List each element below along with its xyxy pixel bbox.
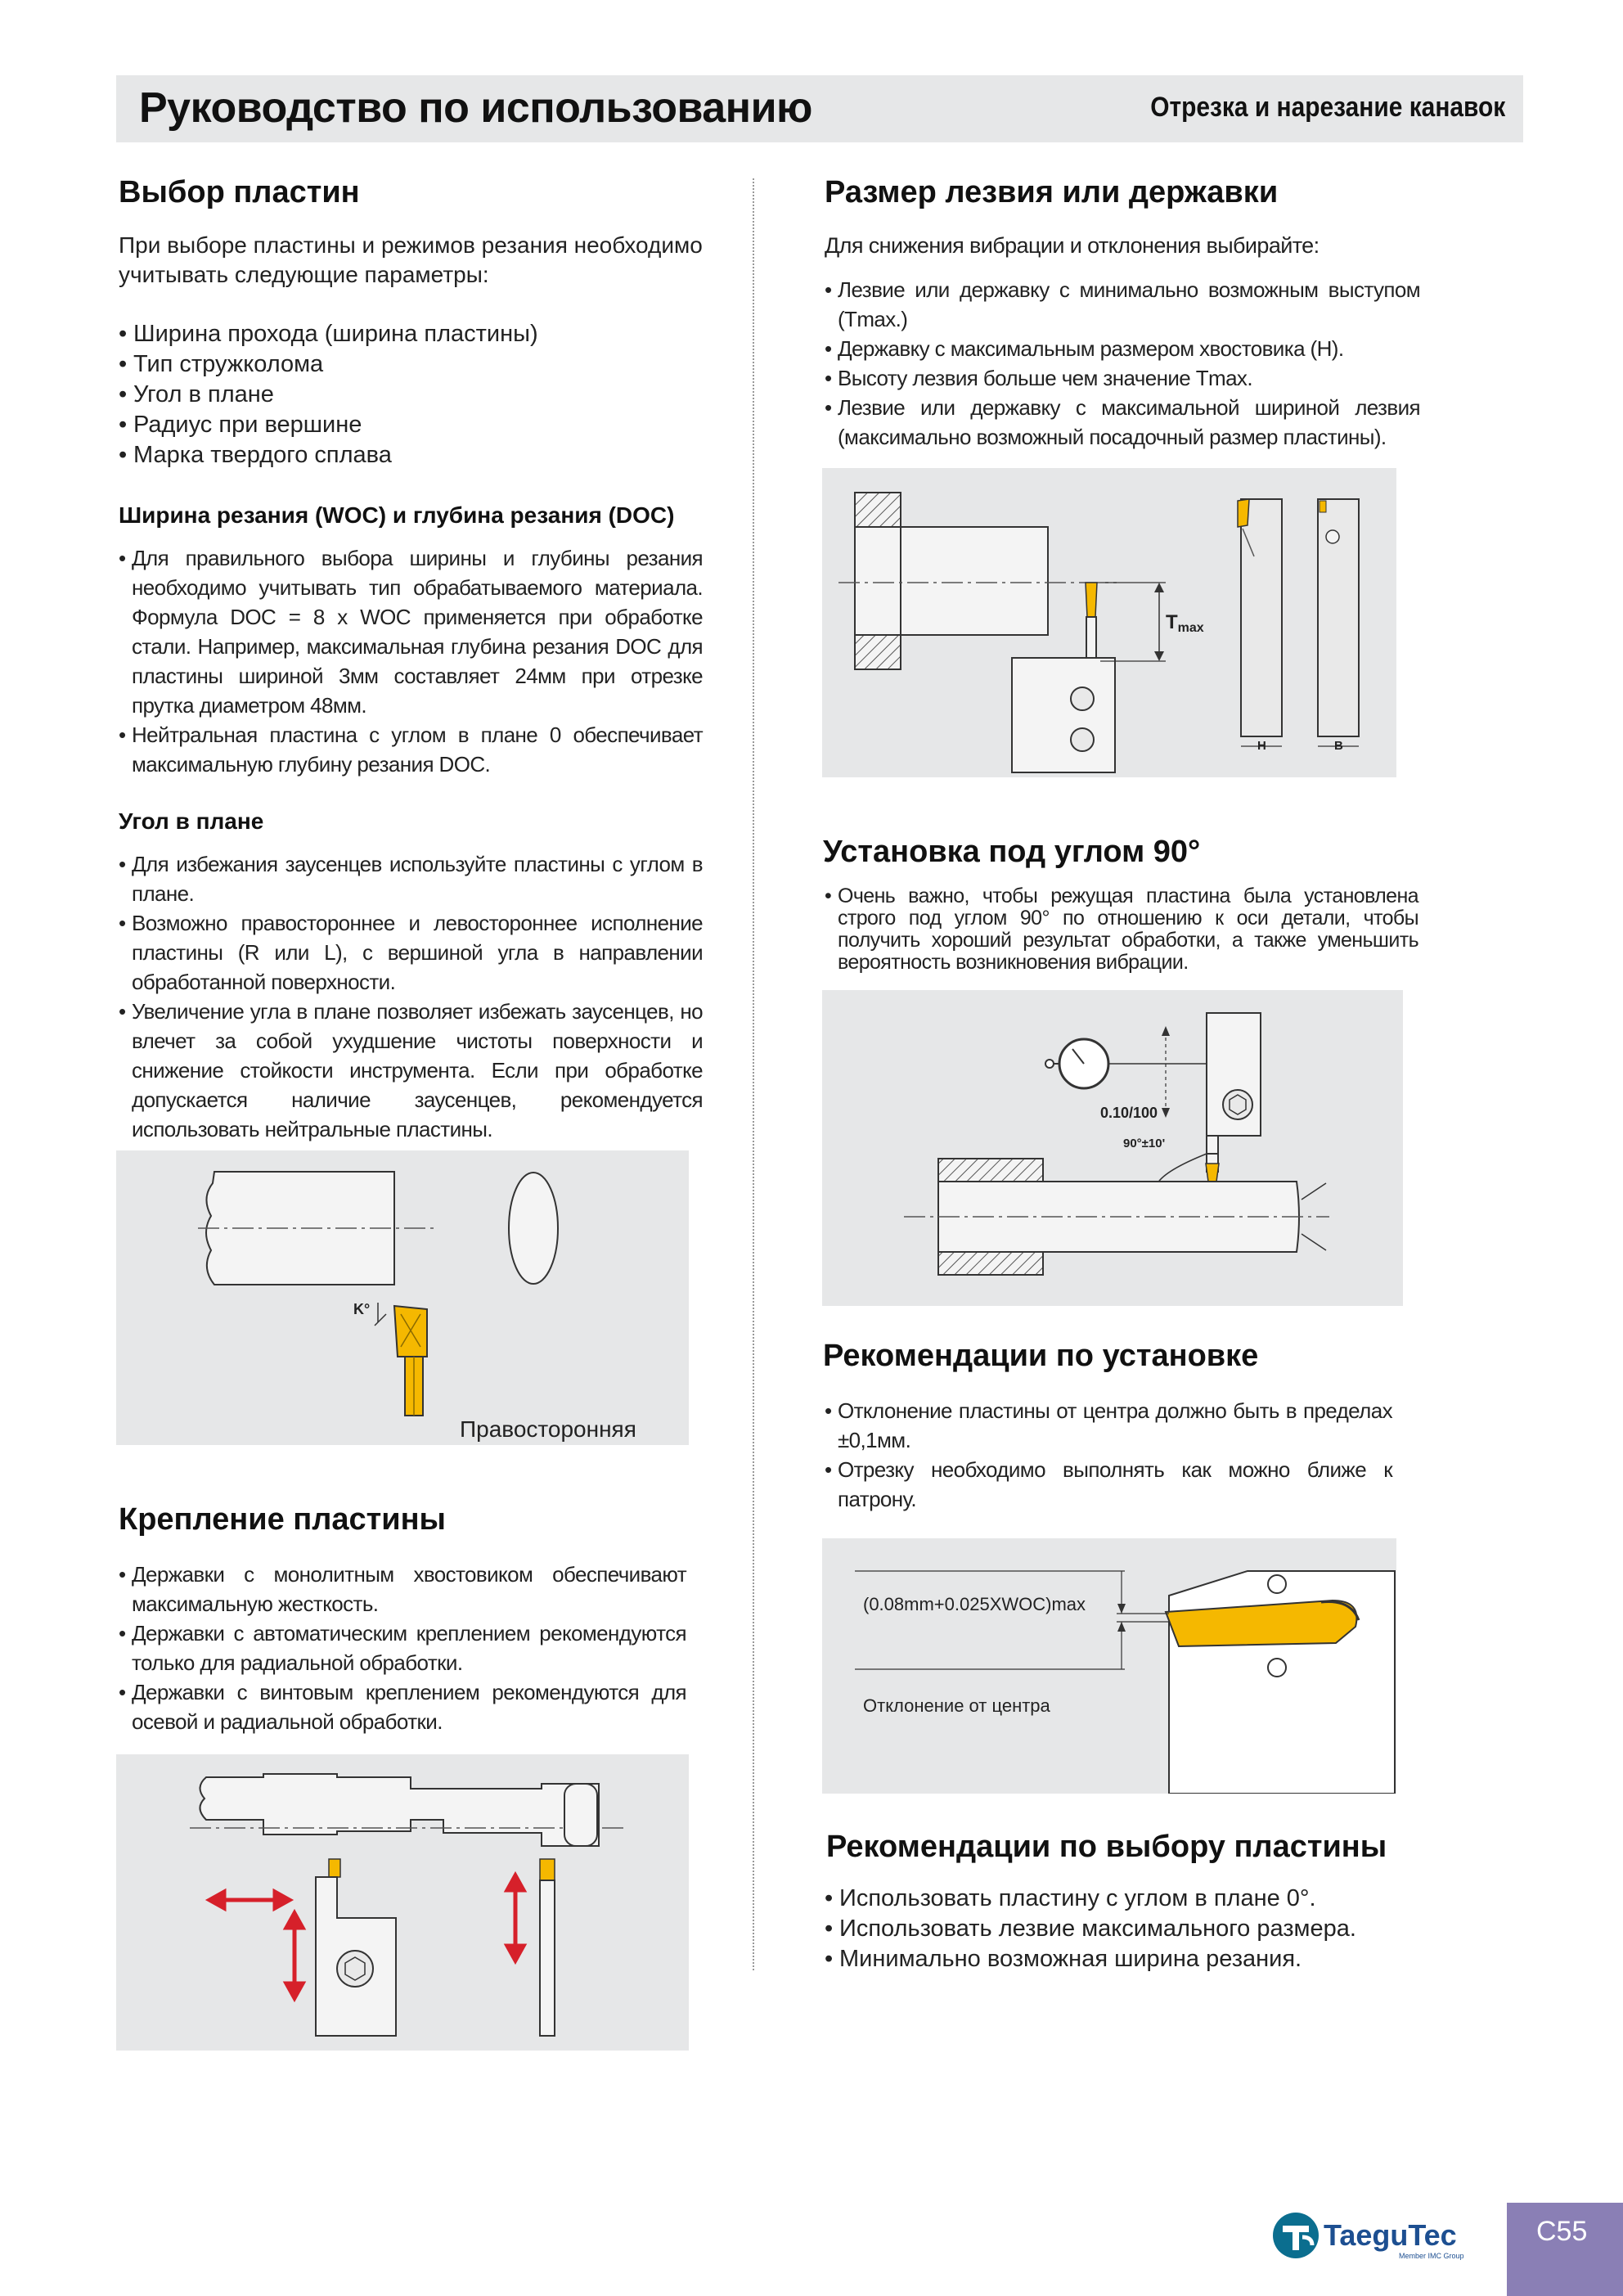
list-item: • Угол в плане <box>119 380 708 410</box>
insert-selection-intro: При выборе пластины и режимов резания необходимо учитывать следующие параметры: <box>119 232 703 287</box>
column-divider <box>753 178 754 1970</box>
b-dimension-label: B <box>1334 739 1343 753</box>
page-header <box>116 75 1523 142</box>
list-item: • Для избежания заусенцев используйте пластины с углом в плане. <box>119 849 703 908</box>
angle-label: 90°±10' <box>1123 1137 1166 1150</box>
ratio-label: 0.10/100 <box>1100 1105 1158 1121</box>
list-item: • Отрезку необходимо выполнять как можно ближе к патрону. <box>825 1455 1392 1514</box>
k-angle-label: K° <box>353 1301 371 1317</box>
list-item: • Очень важно, чтобы режущая пластина была установлена строго под углом 90° по отношению к оси детали, чтобы получить хороший результат обработки, а также уменьшить вероятность возникновения вибрации. <box>825 885 1418 974</box>
list-item: • Минимально возможная ширина резания. <box>825 1944 1430 1974</box>
list-item: • Увеличение угла в плане позволяет избежать заусенцев, но влечет за собой ухудшение чистоты поверхности и снижение стойкости инструмента. Если при обработке допускается наличие заусенцев, рекомендуется использовать нейтральные пластины. <box>119 997 703 1144</box>
brand-member: Member IMC Group <box>1399 2252 1464 2260</box>
list-item: • Державки с винтовым креплением рекомендуются для осевой и радиальной обработки. <box>119 1677 686 1736</box>
right-hand-caption: Правосторонняя <box>460 1416 636 1442</box>
heading-lead-angle: Угол в плане <box>119 808 264 834</box>
list-item: • Для правильного выбора ширины и глубины резания необходимо учитывать тип обрабатываемого материала. Формула DOC = 8 x WOC применяется при обработке стали. Например, максимальная глубина резания DOC для пластины шириной 3мм составляет 24мм при отрезке прутка диаметром 48мм. <box>119 543 703 720</box>
deviation-formula: (0.08mm+0.025XWOC)max <box>863 1594 1086 1614</box>
lead-angle-list <box>119 849 703 1144</box>
woc-doc-list <box>119 543 703 779</box>
deviation-caption: Отклонение от центра <box>863 1695 1050 1716</box>
list-item: • Тип стружколома <box>119 349 708 380</box>
heading-insert-recommendations: Рекомендации по выбору пластины <box>826 1830 1387 1864</box>
clamping-figure <box>116 1754 689 2051</box>
list-item: • Державку с максимальным размером хвостовика (H). <box>825 334 1420 363</box>
page-title: Руководство по использованию <box>139 84 812 132</box>
list-item: • Радиус при вершине <box>119 410 708 440</box>
insert-recommendations-list <box>825 1884 1430 1974</box>
list-item: • Марка твердого сплава <box>119 440 708 470</box>
list-item: • Использовать лезвие максимального размера. <box>825 1914 1430 1944</box>
heading-setup-recommendations: Рекомендации по установке <box>823 1339 1259 1373</box>
tmax-figure <box>822 468 1396 777</box>
list-item: • Ширина прохода (ширина пластины) <box>119 319 708 349</box>
insert-clamping-list <box>119 1560 686 1736</box>
center-deviation-figure <box>822 1538 1396 1794</box>
lead-angle-figure <box>116 1150 689 1445</box>
heading-woc-doc: Ширина резания (WOC) и глубина резания (DOC) <box>119 502 675 528</box>
ninety-degree-list <box>825 885 1418 974</box>
brand-name: TaeguTec <box>1324 2218 1457 2252</box>
tmax-label: T <box>1166 611 1178 633</box>
blade-size-intro: Для снижения вибрации и отклонения выбирайте: <box>825 233 1320 258</box>
blade-size-list <box>825 275 1420 452</box>
insert-selection-list <box>119 319 708 470</box>
page-number-tab <box>1507 2203 1623 2296</box>
ninety-degree-figure <box>822 990 1403 1306</box>
list-item: • Возможно правостороннее и левостороннее исполнение пластины (R или L), с вершиной угла в направлении обработанной поверхности. <box>119 908 703 997</box>
h-dimension-label: H <box>1257 739 1266 753</box>
list-item: • Нейтральная пластина с углом в плане 0 обеспечивает максимальную глубину резания DOC. <box>119 720 703 779</box>
page-number: C55 <box>1536 2216 1588 2247</box>
tmax-subscript: max <box>1177 621 1204 635</box>
list-item: • Державки с автоматическим креплением рекомендуются только для радиальной обработки. <box>119 1618 686 1677</box>
list-item: • Державки с монолитным хвостовиком обеспечивают максимальную жесткость. <box>119 1560 686 1618</box>
heading-insert-clamping: Крепление пластины <box>119 1502 447 1537</box>
list-item: • Лезвие или державку с минимально возможным выступом (Tmax.) <box>825 275 1420 334</box>
setup-recommendations-list <box>825 1396 1392 1514</box>
list-item: • Высоту лезвия больше чем значение Tmax. <box>825 363 1420 393</box>
list-item: • Отклонение пластины от центра должно быть в пределах ±0,1мм. <box>825 1396 1392 1455</box>
heading-90-degree: Установка под углом 90° <box>823 835 1201 869</box>
svg-text:Tmax <box>1166 611 1204 635</box>
list-item: • Использовать пластину с углом в плане 0°. <box>825 1884 1430 1914</box>
list-item: • Лезвие или державку с максимальной шириной лезвия (максимально возможный посадочный размер пластины). <box>825 393 1420 452</box>
heading-insert-selection: Выбор пластин <box>119 175 360 209</box>
heading-blade-size: Размер лезвия или державки <box>825 175 1279 209</box>
taegutec-logo <box>1270 2209 1482 2267</box>
section-title: Отрезка и нарезание канавок <box>1149 92 1505 123</box>
